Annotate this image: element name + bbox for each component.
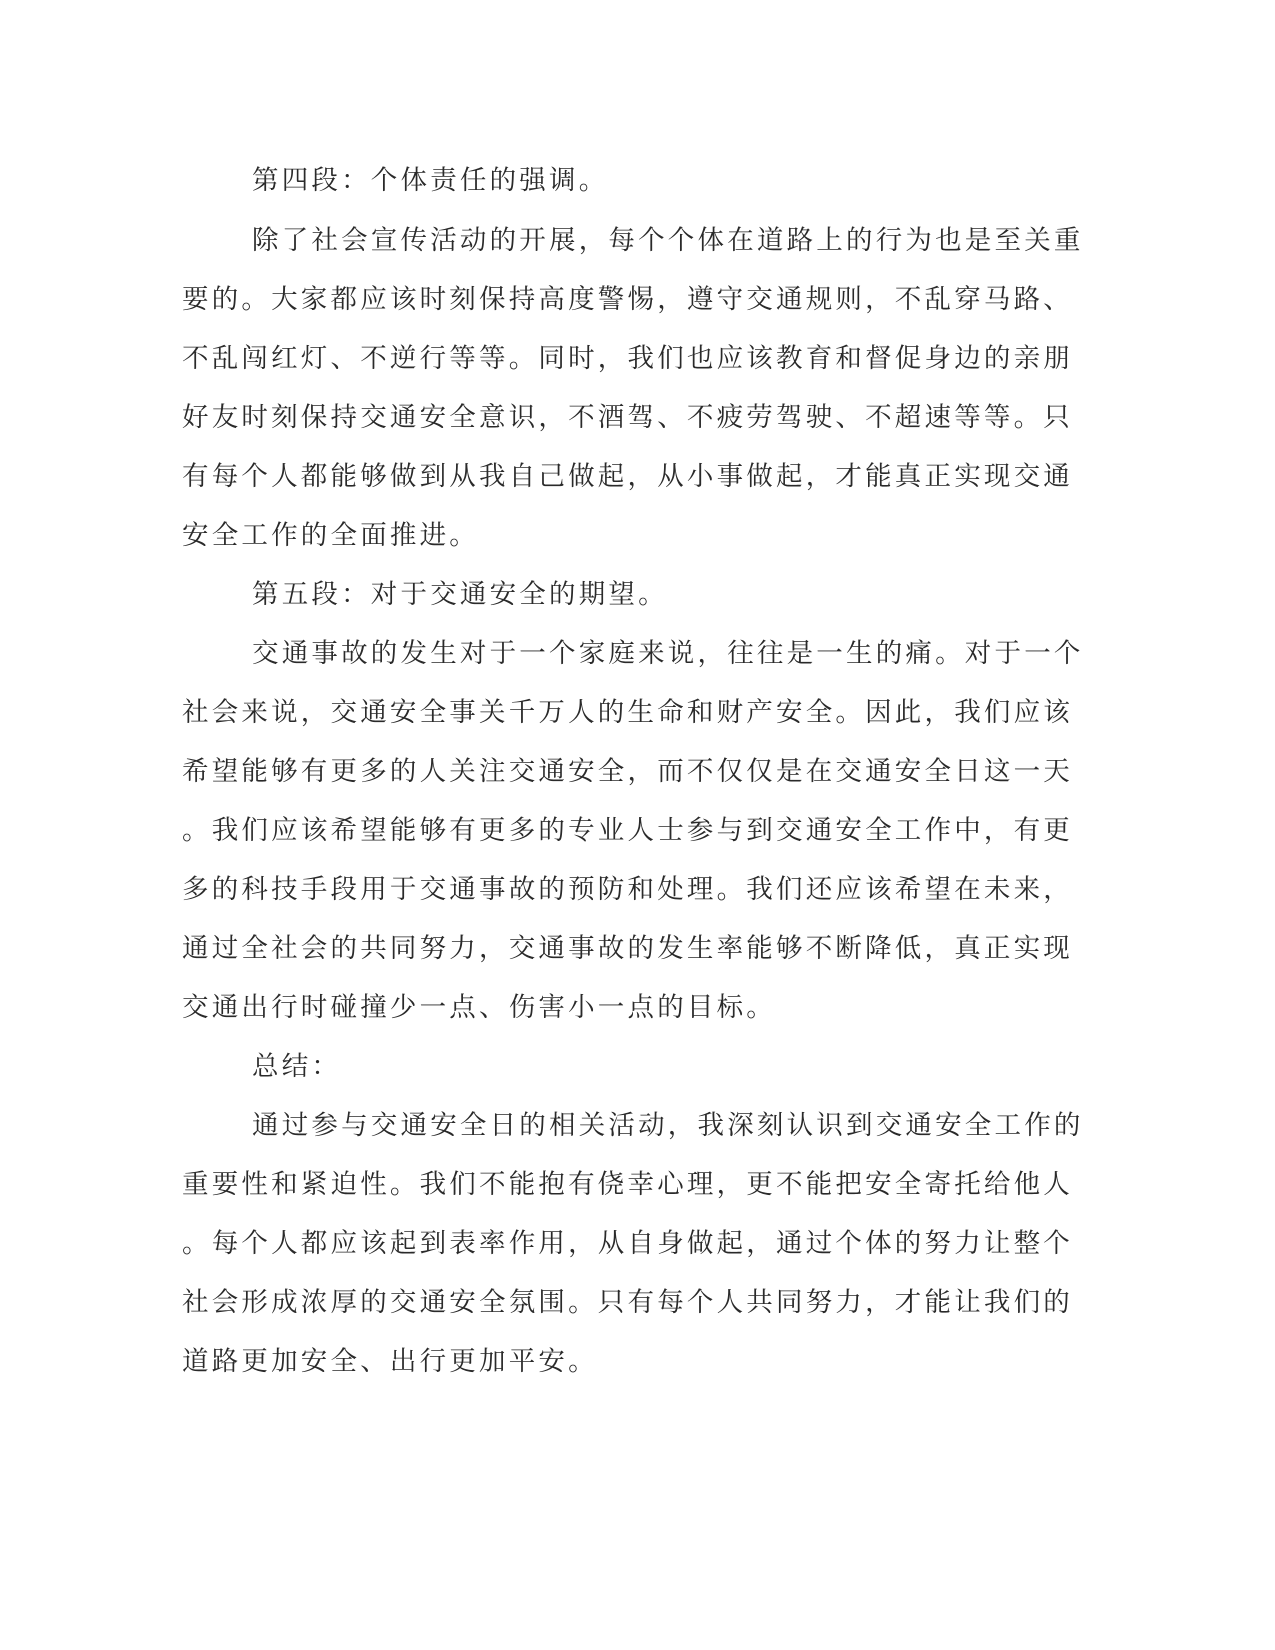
paragraph-line: 不乱闯红灯、不逆行等等。同时，我们也应该教育和督促身边的亲朋 [182, 343, 1073, 374]
paragraph-line: 。我们应该希望能够有更多的专业人士参与到交通安全工作中，有更 [182, 815, 1073, 846]
paragraph-line: 通过全社会的共同努力，交通事故的发生率能够不断降低，真正实现 [182, 933, 1073, 964]
paragraph-line: 通过参与交通安全日的相关活动，我深刻认识到交通安全工作的 [252, 1110, 1084, 1141]
paragraph-line: 有每个人都能够做到从我自己做起，从小事做起，才能真正实现交通 [182, 461, 1073, 492]
section-heading-5: 第五段：对于交通安全的期望。 [252, 579, 668, 610]
paragraph-line: 交通出行时碰撞少一点、伤害小一点的目标。 [182, 992, 776, 1023]
paragraph-line: 。每个人都应该起到表率作用，从自身做起，通过个体的努力让整个 [182, 1228, 1073, 1259]
paragraph-line: 重要性和紧迫性。我们不能抱有侥幸心理，更不能把安全寄托给他人 [182, 1169, 1073, 1200]
paragraph-line: 安全工作的全面推进。 [182, 520, 479, 551]
paragraph-line: 社会来说，交通安全事关千万人的生命和财产安全。因此，我们应该 [182, 697, 1073, 728]
summary-heading: 总结： [252, 1051, 342, 1082]
paragraph-line: 要的。大家都应该时刻保持高度警惕，遵守交通规则，不乱穿马路、 [182, 284, 1073, 315]
paragraph-line: 交通事故的发生对于一个家庭来说，往往是一生的痛。对于一个 [252, 638, 1084, 669]
paragraph-line: 多的科技手段用于交通事故的预防和处理。我们还应该希望在未来， [182, 874, 1073, 905]
section-heading-4: 第四段：个体责任的强调。 [252, 165, 609, 196]
paragraph-line: 除了社会宣传活动的开展，每个个体在道路上的行为也是至关重 [252, 225, 1084, 256]
paragraph-line: 社会形成浓厚的交通安全氛围。只有每个人共同努力，才能让我们的 [182, 1287, 1073, 1318]
paragraph-line: 道路更加安全、出行更加平安。 [182, 1346, 598, 1377]
paragraph-line: 好友时刻保持交通安全意识，不酒驾、不疲劳驾驶、不超速等等。只 [182, 402, 1073, 433]
paragraph-line: 希望能够有更多的人关注交通安全，而不仅仅是在交通安全日这一天 [182, 756, 1073, 787]
